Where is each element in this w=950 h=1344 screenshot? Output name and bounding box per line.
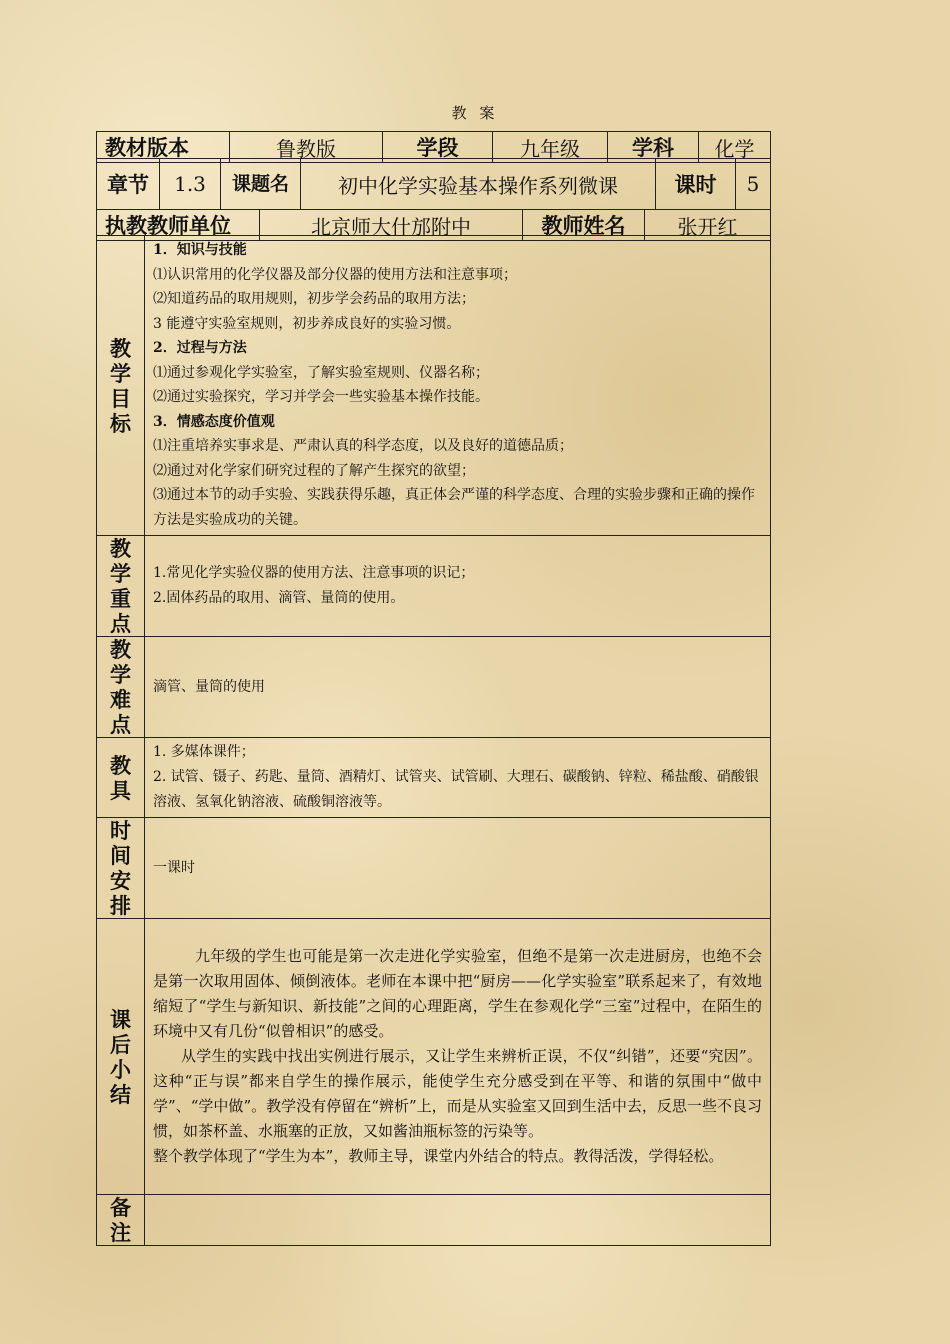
schedule-label: 时 间 安 排	[97, 818, 145, 919]
tools-label: 教 具	[97, 738, 145, 818]
objectives-content	[145, 236, 771, 536]
topic-label: 课题名	[221, 159, 301, 210]
summary-content	[145, 919, 771, 1195]
objective-item: 3 能遵守实验室规则，初步养成良好的实验习惯。	[153, 315, 461, 332]
summary-paragraph: 整个教学体现了“学生为本”，教师主导，课堂内外结合的特点。教得活泼，学得轻松。	[153, 1147, 724, 1165]
edition-value: 鲁教版	[230, 132, 383, 163]
schedule-content	[145, 818, 771, 919]
tools-row	[97, 738, 771, 818]
objective-item: ⑴注重培养实事求是、严肃认真的科学态度，以及良好的道德品质；	[153, 438, 573, 454]
key-points-row	[97, 536, 771, 637]
summary-label: 课 后 小 结	[97, 919, 145, 1195]
schedule-row	[97, 818, 771, 919]
edition-label: 教材版本	[97, 132, 230, 163]
tool-item: 1. 多媒体课件；	[153, 744, 255, 760]
header-row-chapter	[96, 158, 771, 210]
difficulties-label: 教 学 难 点	[97, 637, 145, 738]
key-point-item: 2.固体药品的取用、滴管、量筒的使用。	[153, 590, 405, 606]
hours-label: 课时	[656, 159, 736, 210]
stage-label: 学段	[383, 132, 493, 163]
lesson-plan-table	[96, 235, 771, 1246]
teacher-label: 教师姓名	[523, 210, 645, 241]
summary-paragraph: 从学生的实践中找出实例进行展示，又让学生来辨析正误，不仅“纠错”，还要“究因”。这种“正与误”都来自学生的操作展示，能使学生充分感受到在平等、和谐的氛围中“做中学”、“学中做”。教学没有停留在“辨析”上，而是从实验室又回到生活中去，反思一些不良习惯，如茶杯盖、水瓶塞的正放，又如酱油瓶标签的污染等。	[153, 1047, 762, 1140]
difficulties-content	[145, 637, 771, 738]
objective-item: ⑶通过本节的动手实验、实践获得乐趣，真正体会严谨的科学态度、合理的实验步骤和正确的操作方法是实验成功的关键。	[153, 487, 755, 528]
key-points-content	[145, 536, 771, 637]
difficulties-row	[97, 637, 771, 738]
hours-value: 5	[736, 159, 771, 210]
remarks-content	[145, 1195, 771, 1246]
objectives-row	[97, 236, 771, 536]
key-point-item: 1.常见化学实验仪器的使用方法、注意事项的识记；	[153, 565, 475, 581]
objectives-label: 教 学 目 标	[97, 236, 145, 536]
objectives-heading-1: 1．知识与技能	[153, 242, 247, 258]
document-title: 教 案	[451, 104, 499, 122]
stage-value: 九年级	[493, 132, 608, 163]
remarks-label: 备 注	[97, 1195, 145, 1246]
unit-value: 北京师大什邡附中	[260, 210, 523, 241]
summary-paragraph: 九年级的学生也可能是第一次走进化学实验室，但绝不是第一次走进厨房，也绝不会是第一次取用固体、倾倒液体。老师在本课中把“厨房——化学实验室”联系起来了，有效地缩短了“学生与新知识、新技能”之间的心理距离，学生在参观化学“三室”过程中，在陌生的环境中又有几份“似曾相识”的感受。	[153, 947, 762, 1040]
objective-item: ⑴认识常用的化学仪器及部分仪器的使用方法和注意事项；	[153, 266, 517, 283]
tool-item: 2. 试管、镊子、药匙、量筒、酒精灯、试管夹、试管刷、大理石、碳酸钠、锌粒、稀盐酸、硝酸银溶液、氢氧化钠溶液、硫酸铜溶液等。	[153, 769, 759, 810]
summary-row	[97, 919, 771, 1195]
subject-value: 化学	[699, 132, 771, 163]
objectives-heading-2: 2．过程与方法	[153, 340, 247, 356]
objective-item: ⑵通过对化学家们研究过程的了解产生探究的欲望；	[153, 462, 475, 479]
tools-content	[145, 738, 771, 818]
unit-label: 执教教师单位	[97, 210, 260, 241]
topic-value: 初中化学实验基本操作系列微课	[301, 159, 656, 210]
key-points-label: 教 学 重 点	[97, 536, 145, 637]
schedule-item: 一课时	[153, 859, 195, 876]
teacher-value: 张开红	[645, 210, 771, 241]
difficulty-item: 滴管、量筒的使用	[153, 678, 265, 695]
objective-item: ⑵知道药品的取用规则，初步学会药品的取用方法；	[153, 291, 475, 307]
objective-item: ⑴通过参观化学实验室，了解实验室规则、仪器名称；	[153, 364, 489, 381]
chapter-label: 章节	[97, 159, 160, 210]
subject-label: 学科	[608, 132, 699, 163]
objective-item: ⑵通过实验探究，学习并学会一些实验基本操作技能。	[153, 389, 489, 405]
remarks-row	[97, 1195, 771, 1246]
objectives-heading-3: 3．情感态度价值观	[153, 413, 275, 430]
chapter-value: 1.3	[160, 159, 221, 210]
